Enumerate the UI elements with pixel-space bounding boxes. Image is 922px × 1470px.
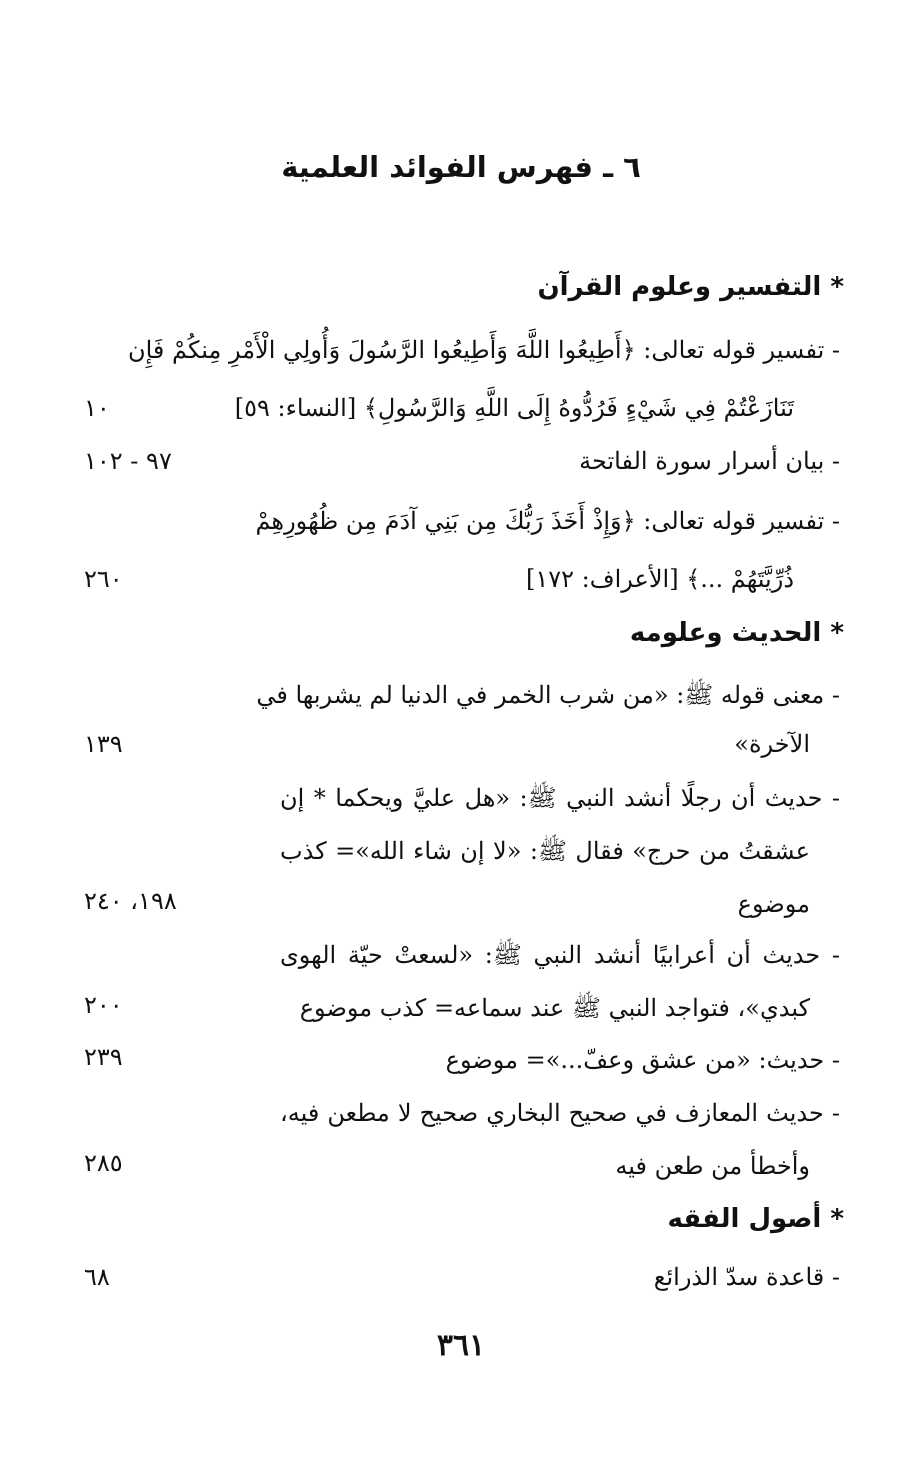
section-heading-hadith: * الحديث وعلومه [629,618,844,648]
page-number: ٦٨ [84,1263,110,1291]
entry-line: تَنَازَعْتُمْ فِي شَيْءٍ فَرُدُّوهُ إِلَى اللَّهِ وَالرَّسُولِ﴾ [النساء: ٥٩] [234,394,794,422]
entry-line: كبدي»، فتواجد النبي ﷺ عند سماعه= كذب موضوع [299,994,810,1022]
entry-line: وأخطأ من طعن فيه [615,1152,810,1180]
entry-line: - حديث المعازف في صحيح البخاري صحيح لا مطعن فيه، [280,1099,840,1127]
page-number: ٢٨٥ [84,1149,123,1177]
entry-line: ذُرِّيَّتَهُمْ ...﴾ [الأعراف: ١٧٢] [525,565,794,593]
index-title: ٦ ـ فهرس الفوائد العلمية [281,150,641,184]
entry-line: عشقتُ من حرج» فقال ﷺ: «لا إن شاء الله»= كذب [280,837,810,865]
entry-line: الآخرة» [734,730,810,758]
entry-line: - معنى قوله ﷺ: «من شرب الخمر في الدنيا لم يشربها في [256,681,840,709]
entry-line: - حديث: «من عشق وعفّ...»= موضوع [445,1046,840,1074]
section-heading-usul: * أصول الفقه [667,1204,844,1234]
page-number: ٩٧ - ١٠٢ [84,447,172,475]
entry-line: - حديث أن رجلًا أنشد النبي ﷺ: «هل عليَّ ويحكما * إن [280,784,840,812]
entry-line: - حديث أن أعرابيًا أنشد النبي ﷺ: «لسعتْ حيّة الهوى [280,941,840,969]
entry-line: موضوع [737,890,810,918]
page-number: ١٣٩ [84,730,123,758]
page-number: ٢٠٠ [84,991,123,1019]
section-heading-tafsir: * التفسير وعلوم القرآن [537,272,844,302]
entry-line: - بيان أسرار سورة الفاتحة [579,447,840,475]
entry-line: - تفسير قوله تعالى: ﴿وَإِذْ أَخَذَ رَبُّكَ مِن بَنِي آدَمَ مِن ظُهُورِهِمْ [255,507,840,535]
page-number: ١٠ [84,394,110,422]
page-number: ٢٦٠ [84,565,123,593]
page-number: ٢٣٩ [84,1043,123,1071]
entry-line: - قاعدة سدّ الذرائع [653,1263,840,1291]
folio-page-number: ٣٦١ [436,1328,486,1363]
page-number: ١٩٨، ٢٤٠ [84,887,177,915]
entry-line: - تفسير قوله تعالى: ﴿أَطِيعُوا اللَّهَ وَأَطِيعُوا الرَّسُولَ وَأُولِي الْأَمْرِ مِنكُمْ فَإِن [127,336,840,364]
